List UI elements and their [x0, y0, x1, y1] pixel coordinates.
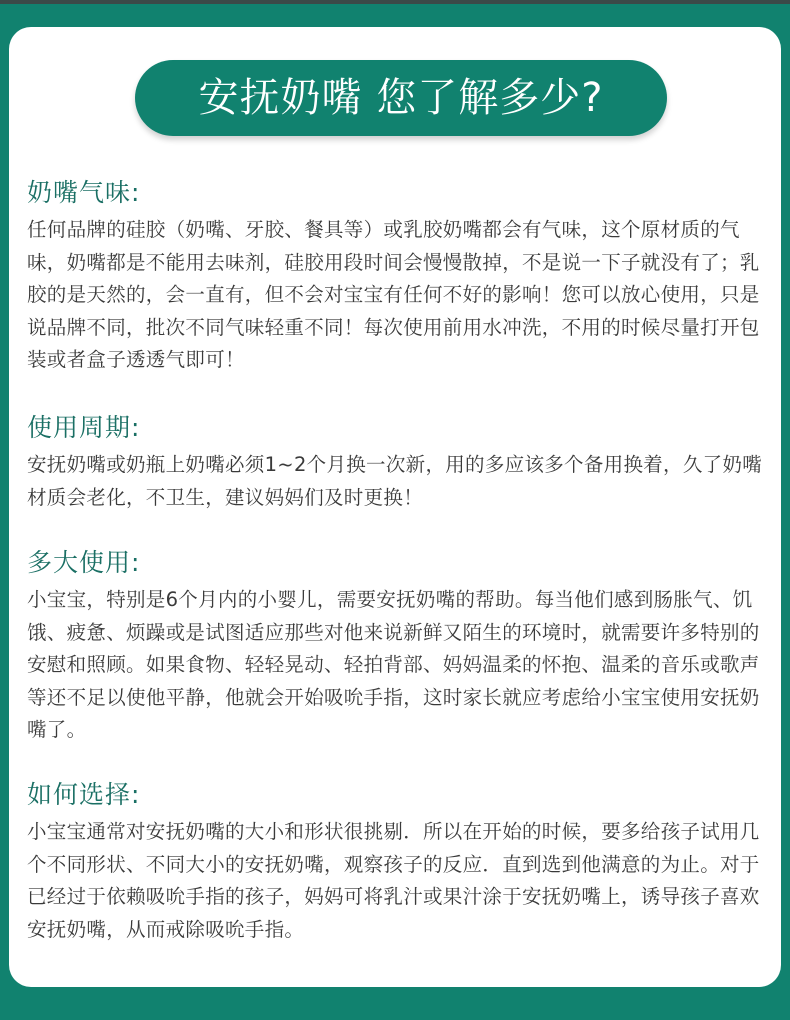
- section-body: 小宝宝通常对安抚奶嘴的大小和形状很挑剔．所以在开始的时候，要多给孩子试用几个不同形状、不同大小的安抚奶嘴，观察孩子的反应．直到选到他满意的为止。对于已经过于依赖吸吮手指的孩子，妈妈可将乳汁或果汁涂于安抚奶嘴上，诱导孩子喜欢安抚奶嘴，从而戒除吸吮手指。: [27, 820, 760, 941]
- content-card: [9, 27, 781, 987]
- section-body: 安抚奶嘴或奶瓶上奶嘴必须1~2个月换一次新，用的多应该多个备用换着，久了奶嘴材质会老化，不卫生，建议妈妈们及时更换！: [27, 453, 763, 509]
- section-age: [27, 546, 772, 747]
- page-title: 安抚奶嘴 您了解多少?: [135, 60, 667, 136]
- section-heading: 使用周期:: [27, 413, 141, 442]
- section-heading: 奶嘴气味:: [27, 178, 141, 207]
- section-heading: 如何选择:: [27, 780, 141, 809]
- section-body: 小宝宝，特别是6个月内的小婴儿，需要安抚奶嘴的帮助。每当他们感到肠胀气、饥饿、疲惫、烦躁或是试图适应那些对他来说新鲜又陌生的环境时，就需要许多特别的安慰和照顾。如果食物、轻轻晃动、轻拍背部、妈妈温柔的怀抱、温柔的音乐或歌声等还不足以使他平静，他就会开始吸吮手指，这时家长就应考虑给小宝宝使用安抚奶嘴了。: [27, 588, 760, 741]
- section-body: 任何品牌的硅胶（奶嘴、牙胶、餐具等）或乳胶奶嘴都会有气味，这个原材质的气味，奶嘴都是不能用去味剂，硅胶用段时间会慢慢散掉，不是说一下子就没有了；乳胶的是天然的，会一直有，但不会对宝宝有任何不好的影响！您可以放心使用，只是说品牌不同，批次不同气味轻重不同！每次使用前用水冲洗，不用的时候尽量打开包装或者盒子透透气即可！: [27, 218, 760, 371]
- section-smell: [27, 176, 772, 377]
- top-strip: [0, 0, 790, 4]
- section-usage-period: [27, 411, 772, 514]
- section-how-to-choose: [27, 778, 772, 946]
- section-heading: 多大使用:: [27, 548, 141, 577]
